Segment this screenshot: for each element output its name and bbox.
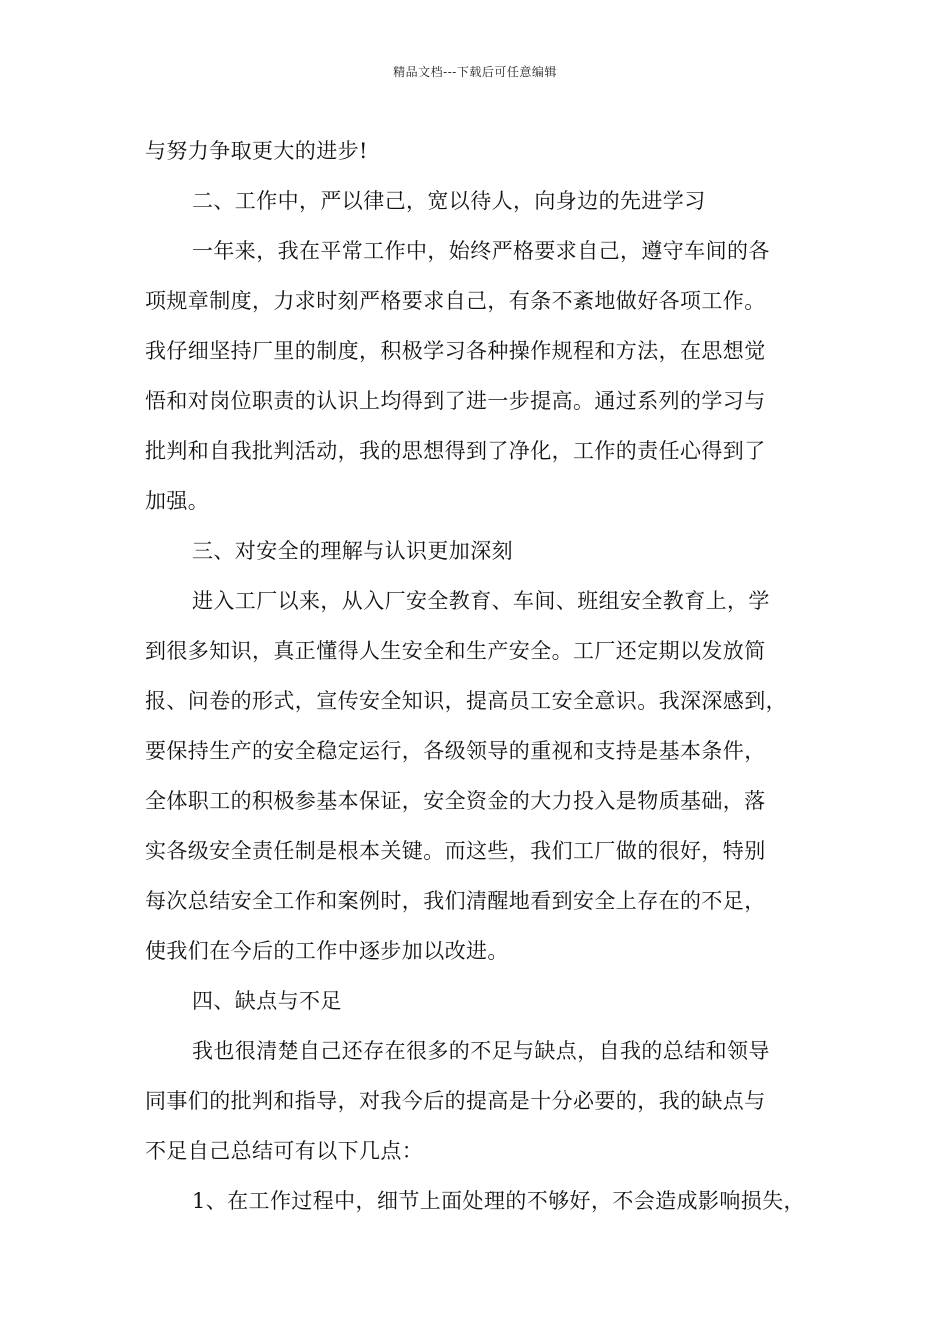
list-item: 1、在工作过程中，细节上面处理的不够好，不会造成影响损失，	[192, 1189, 805, 1213]
body-line: 到很多知识，真正懂得人生安全和生产安全。工厂还定期以发放简	[145, 639, 766, 663]
body-line: 项规章制度，力求时刻严格要求自己，有条不紊地做好各项工作。	[145, 289, 766, 313]
body-line: 不足自己总结可有以下几点：	[145, 1139, 424, 1163]
body-line: 报、问卷的形式，宣传安全知识，提高员工安全意识。我深深感到，	[145, 689, 787, 713]
section-heading: 三、对安全的理解与认识更加深刻	[192, 539, 513, 563]
body-line: 一年来，我在平常工作中，始终严格要求自己，遵守车间的各	[192, 239, 770, 263]
body-line: 我也很清楚自己还存在很多的不足与缺点，自我的总结和领导	[192, 1039, 770, 1063]
body-line: 要保持生产的安全稳定运行，各级领导的重视和支持是基本条件，	[145, 739, 766, 763]
body-line: 每次总结安全工作和案例时，我们清醒地看到安全上存在的不足，	[145, 889, 766, 913]
body-line: 实各级安全责任制是根本关键。而这些，我们工厂做的很好，特别	[145, 839, 766, 863]
section-heading: 四、缺点与不足	[192, 989, 342, 1013]
body-line: 全体职工的积极参基本保证，安全资金的大力投入是物质基础，落	[145, 789, 766, 813]
body-line: 我仔细坚持厂里的制度，积极学习各种操作规程和方法，在思想觉	[145, 339, 766, 363]
body-line: 进入工厂以来，从入厂安全教育、车间、班组安全教育上，学	[192, 589, 770, 613]
section-heading: 二、工作中，严以律己，宽以待人，向身边的先进学习	[192, 189, 706, 213]
body-line: 同事们的批判和指导，对我今后的提高是十分必要的，我的缺点与	[145, 1089, 766, 1113]
body-line: 与努力争取更大的进步!	[145, 139, 368, 163]
body-line: 加强。	[145, 489, 210, 513]
body-line: 悟和对岗位职责的认识上均得到了进一步提高。通过系列的学习与	[145, 389, 766, 413]
body-line: 批判和自我批判活动，我的思想得到了净化，工作的责任心得到了	[145, 439, 766, 463]
body-line: 使我们在今后的工作中逐步加以改进。	[145, 939, 509, 963]
page-header: 精品文档---下载后可任意编辑	[393, 65, 557, 79]
